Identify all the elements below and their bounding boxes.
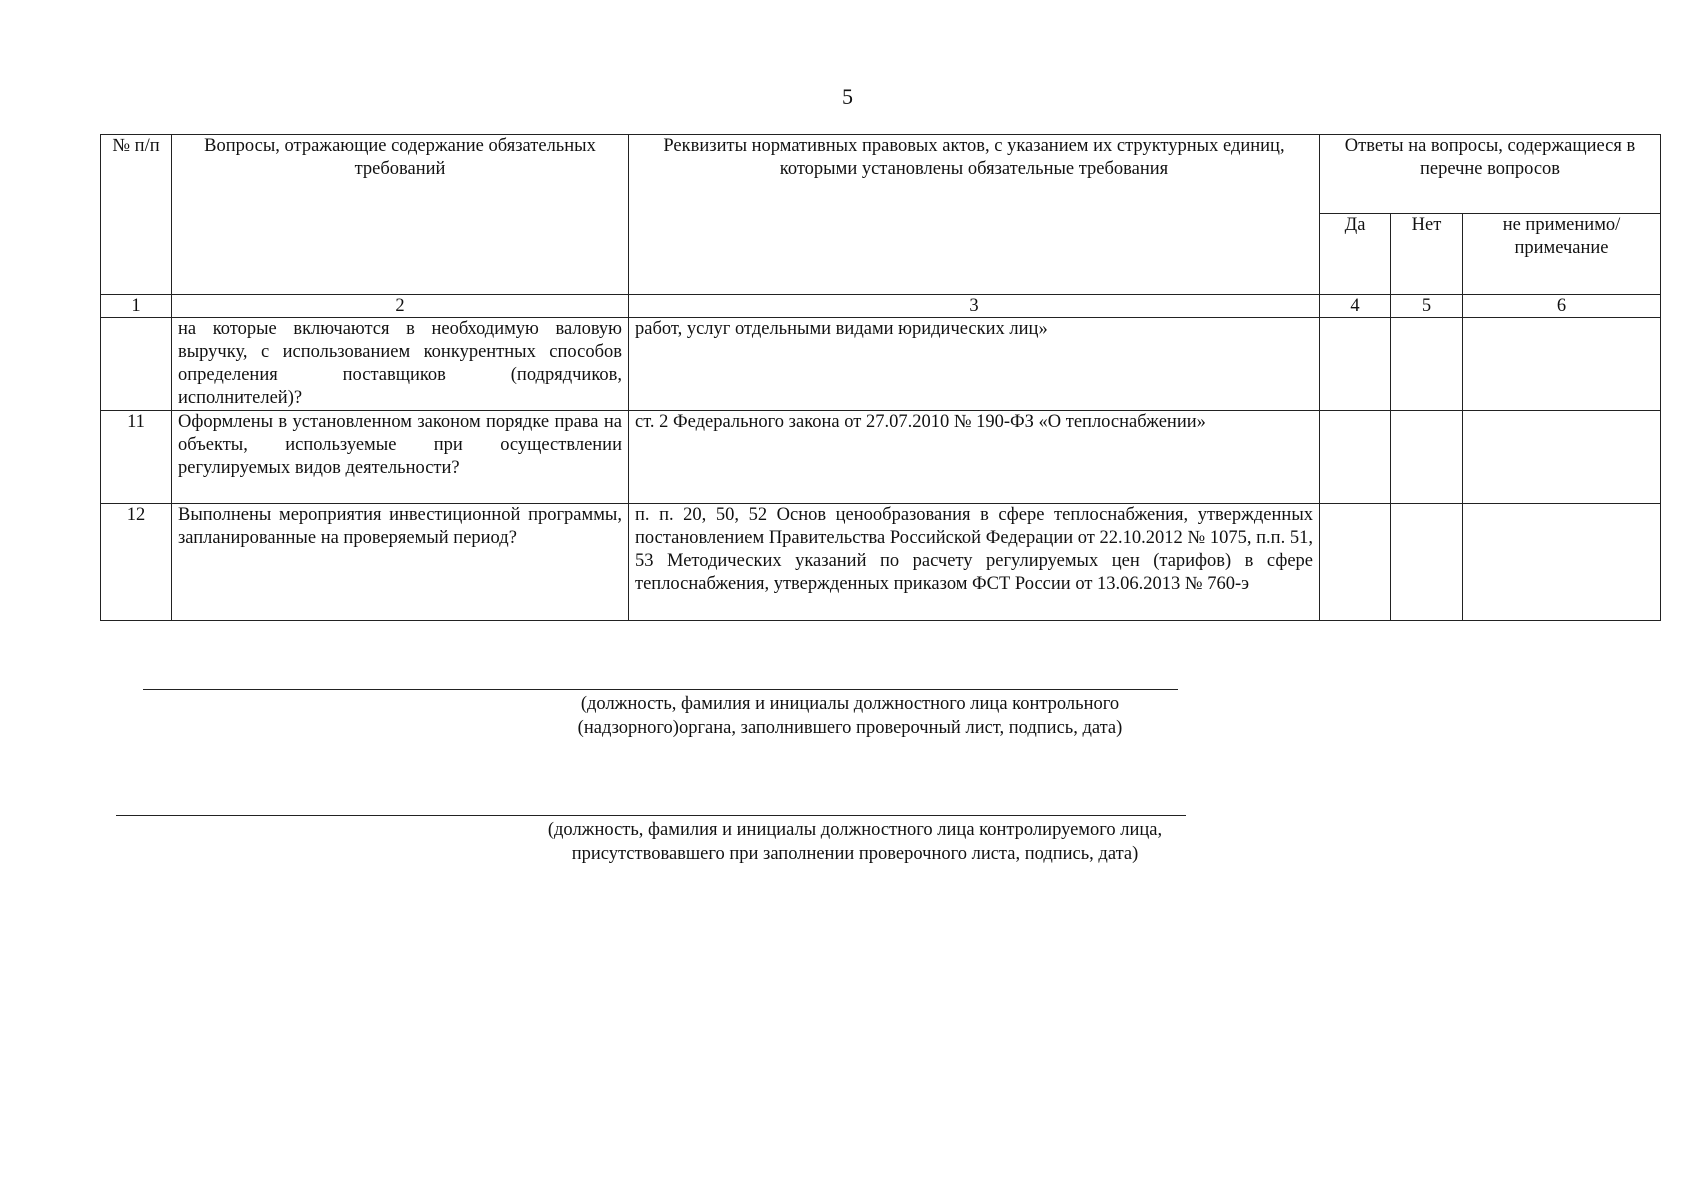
header-questions: Вопросы, отражающие содержание обязательных требований xyxy=(172,135,629,295)
column-number: 1 xyxy=(101,295,172,318)
column-number: 2 xyxy=(172,295,629,318)
page-number: 5 xyxy=(842,84,853,109)
header-requisites: Реквизиты нормативных правовых актов, с указанием их структурных единиц, которыми установлены обязательные требования xyxy=(629,135,1320,295)
table-row xyxy=(101,411,1661,504)
row-question: Выполнены мероприятия инвестиционной программы, запланированные на проверяемый период? xyxy=(172,504,629,621)
row-requisites: п. п. 20, 50, 52 Основ ценообразования в сфере теплоснабжения, утвержденных постановлением Правительства Российской Федерации от 22.10.2012 № 1075, п.п. 51, 53 Методических указаний по расчету регулируемых цен (тарифов) в сфере теплоснабжения, утвержденных приказом ФСТ России от 13.06.2013 № 760-э xyxy=(629,504,1320,621)
header-answers: Ответы на вопросы, содержащиеся в перечне вопросов xyxy=(1320,135,1661,214)
row-question: на которые включаются в необходимую валовую выручку, с использованием конкурентных способов определения поставщиков (подрядчиков, исполнителей)? xyxy=(172,318,629,411)
row-requisites: работ, услуг отдельными видами юридических лиц» xyxy=(629,318,1320,411)
answer-no-cell[interactable] xyxy=(1391,504,1463,621)
column-number-row xyxy=(101,295,1661,318)
answer-na-cell[interactable] xyxy=(1463,411,1661,504)
answer-na-cell[interactable] xyxy=(1463,318,1661,411)
column-number: 3 xyxy=(629,295,1320,318)
table-header-row xyxy=(101,135,1661,214)
controlled-person-signature-caption xyxy=(430,818,1280,866)
table-row xyxy=(101,318,1661,411)
inspector-caption-line1: (должность, фамилия и инициалы должностного лица контрольного xyxy=(580,694,1120,714)
row-question: Оформлены в установленном законом порядке права на объекты, используемые при осуществлении регулируемых видов деятельности? xyxy=(172,411,629,504)
table-row xyxy=(101,504,1661,621)
answer-yes-cell[interactable] xyxy=(1320,318,1391,411)
answer-yes-cell[interactable] xyxy=(1320,504,1391,621)
row-num: 12 xyxy=(101,504,172,621)
checklist-table xyxy=(100,134,1661,621)
row-num: 11 xyxy=(101,411,172,504)
column-number: 5 xyxy=(1391,295,1463,318)
inspector-signature-caption xyxy=(470,692,1230,740)
controlled-caption-line1: (должность, фамилия и инициалы должностного лица контролируемого лица, xyxy=(547,820,1163,840)
row-num xyxy=(101,318,172,411)
inspector-caption-line2: (надзорного)органа, заполнившего проверочный лист, подпись, дата) xyxy=(577,718,1123,738)
answer-yes-cell[interactable] xyxy=(1320,411,1391,504)
controlled-caption-line2: присутствовавшего при заполнении проверочного листа, подпись, дата) xyxy=(571,844,1139,864)
answer-no-cell[interactable] xyxy=(1391,318,1463,411)
answer-no-cell[interactable] xyxy=(1391,411,1463,504)
answer-na-cell[interactable] xyxy=(1463,504,1661,621)
header-yes: Да xyxy=(1320,214,1391,295)
inspector-signature-line xyxy=(143,689,1178,690)
column-number: 6 xyxy=(1463,295,1661,318)
row-requisites: ст. 2 Федерального закона от 27.07.2010 № 190-ФЗ «О теплоснабжении» xyxy=(629,411,1320,504)
header-no: Нет xyxy=(1391,214,1463,295)
column-number: 4 xyxy=(1320,295,1391,318)
header-num: № п/п xyxy=(101,135,172,295)
controlled-person-signature-line xyxy=(116,815,1186,816)
header-not-applicable: не применимо/ примечание xyxy=(1463,214,1661,295)
